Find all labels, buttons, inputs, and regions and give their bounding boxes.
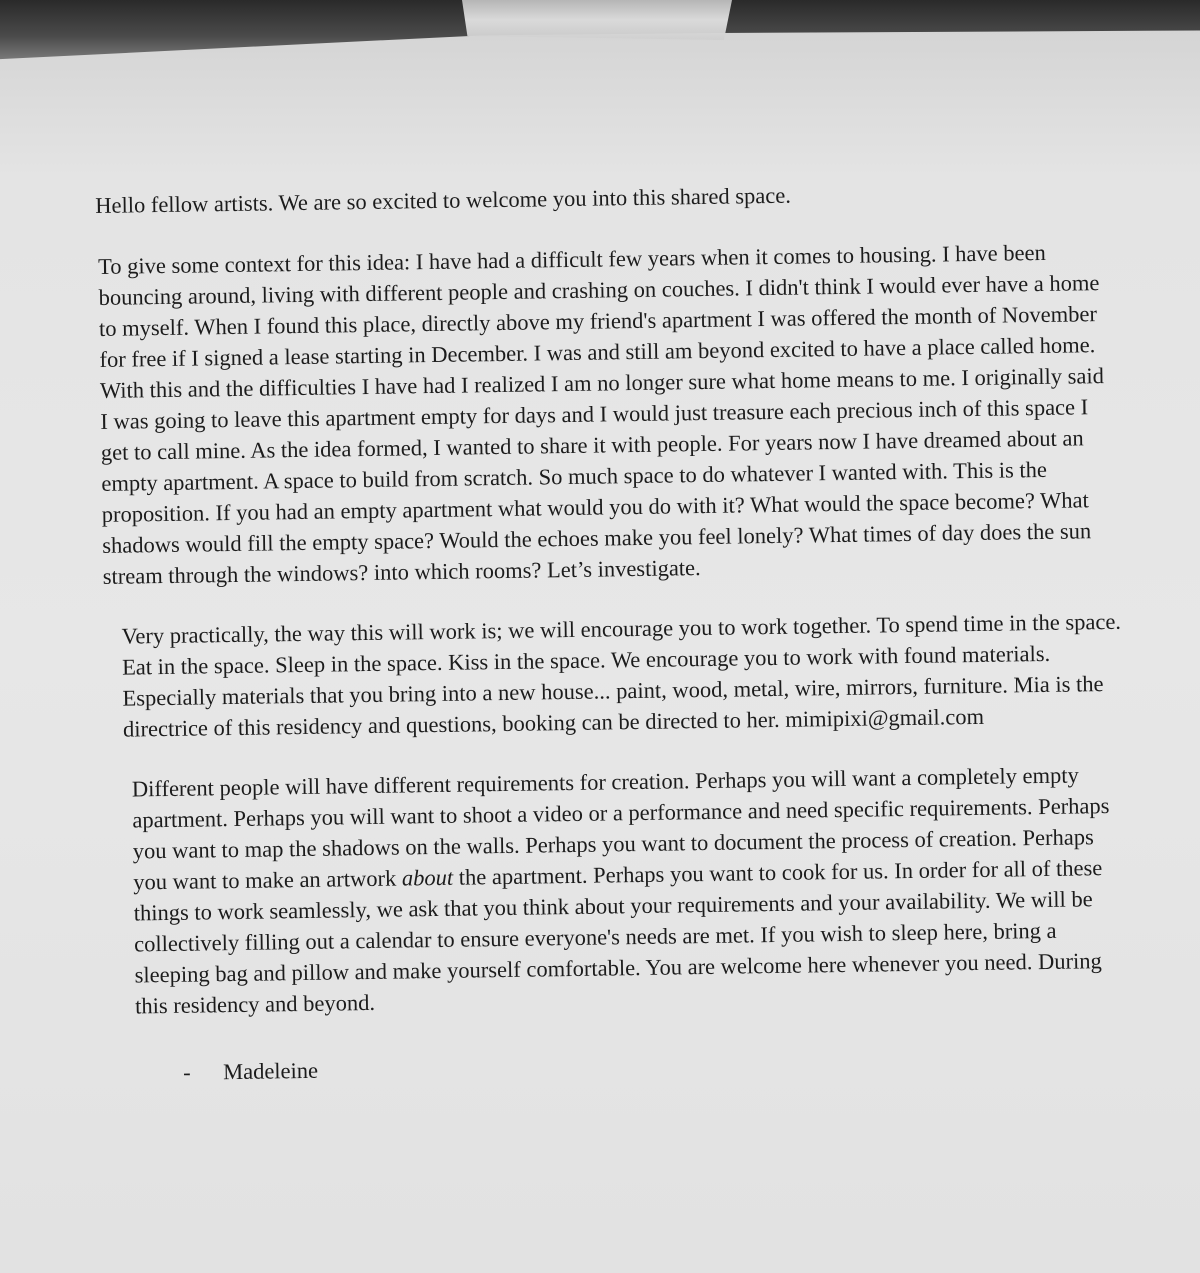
letter-paragraph-context: To give some context for this idea: I have had a difficult few years when it comes to housing. I have been bouncing around, living with different people and crashing on couches. I didn't think I would ever have a home to myself. When I found this place, directly above my friend's apartment I was offered the month of November for free if I signed a lease starting in December. I was and still am beyond excited to have a place called home. With this and the difficulties I have had I realized I am no longer sure what home means to me. I originally said I was going to leave this apartment empty for days and I would just treasure each precious inch of this space I get to call mine. As the idea formed, I wanted to share it with people. For years now I have dreamed about an empty apartment. A space to build from scratch. So much space to do whatever I wanted with. This is the proposition. If you had an empty apartment what would you do with it? What would the space become? What shadows would fill the empty space? Would the echoes make you feel lonely? What times of day does the sun stream through the windows? into which rooms? Let’s investigate. [97, 239, 1105, 589]
signature-name: Madeleine [222, 1057, 319, 1085]
signature-dash: - [182, 1059, 191, 1085]
letter-greeting: Hello fellow artists. We are so excited to welcome you into this shared space. [95, 182, 792, 218]
tape-strip [462, 0, 732, 40]
letter-body [95, 175, 1133, 1089]
requirements-text-end: the apartment. Perhaps you want to cook for us. In order for all of these things to work seamlessly, we ask that you think about your requirements and your availability. We will be collectively filling out a calendar to ensure everyone's needs are met. If you wish to sleep here, bring a sleeping bag and pillow and make yourself comfortable. You are welcome here whenever you need. During this residency and beyond. [133, 855, 1103, 1019]
letter-paragraph-practical [101, 606, 1123, 745]
requirements-italic-word: about [401, 864, 454, 891]
requirements-text-start: Different people will have different requirements for creation. Perhaps you will want a completely empty apartment. Perhaps you will want to shoot a video or a performance and need specific requirements. Perhaps you want to map the shadows on the walls. Perhaps you want to document the process of creation. Perhaps you want to make an artwork [131, 762, 1110, 895]
paragraph-practical-text: Very practically, the way this will work is; we will encourage you to work together. To spend time in the space. Eat in the space. Sleep in the space. Kiss in the space. We encourage you to work with found materials. Especially materials that you bring into a new house... paint, wood, metal, wire, mirrors, furniture. Mia is the directrice of this residency and questions, booking can be directed to her. mimipixi@gmail.com [121, 608, 1122, 742]
letter-paragraph-requirements [104, 759, 1121, 1022]
